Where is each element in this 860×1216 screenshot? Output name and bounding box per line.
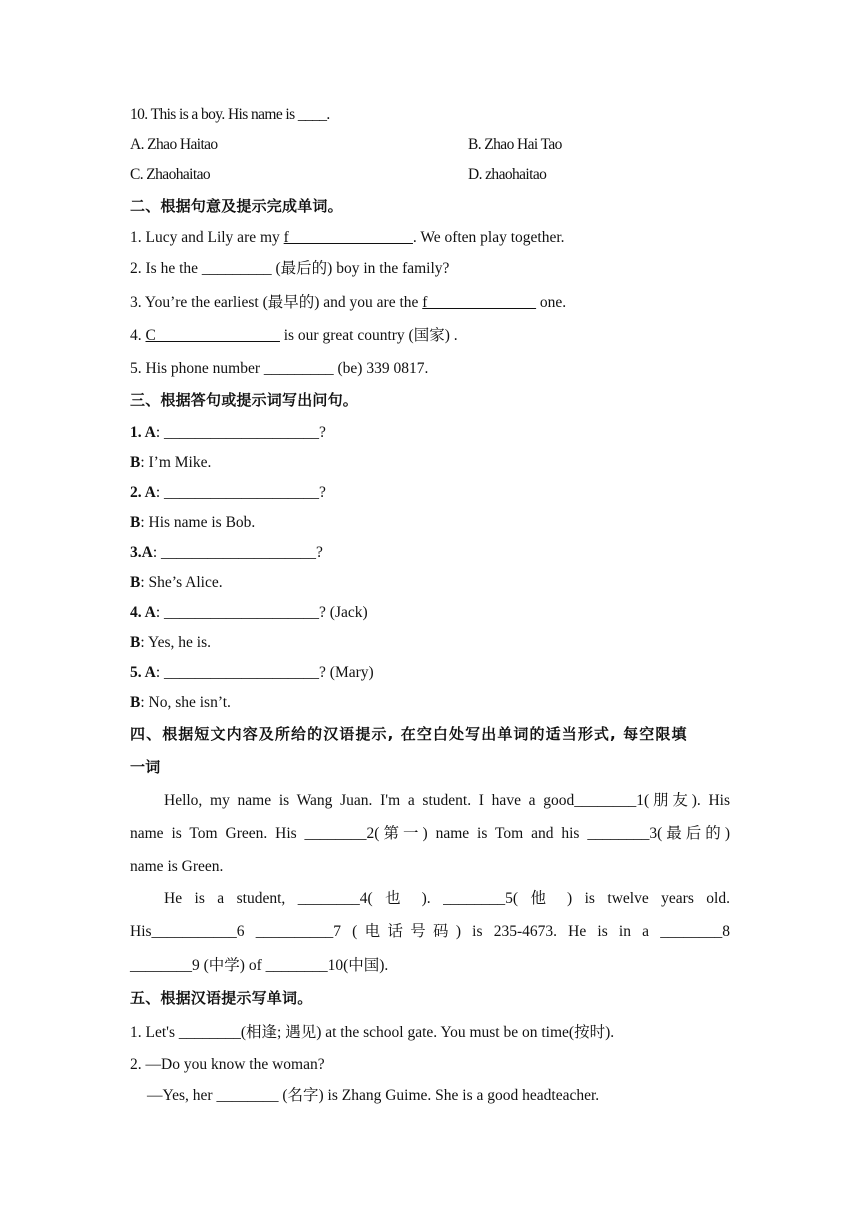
option-b: B. Zhao Hai Tao xyxy=(468,136,562,153)
section-2-item-5: 5. His phone number _________ (be) 339 0817. xyxy=(130,360,429,377)
section-2-item-4: 4. C________________ is our great country (国家) . xyxy=(130,327,458,344)
section-3-heading: 三、根据答句或提示词写出问句。 xyxy=(130,391,359,409)
answer-blank[interactable]: f________________ xyxy=(283,229,413,246)
section-5-item-1: 1. Let's ________(相逢; 遇见) at the school gate. You must be on time(按时). xyxy=(130,1024,615,1041)
option-d: D. zhaohaitao xyxy=(468,166,547,183)
dialog-line: 4. A: ____________________? (Jack) xyxy=(130,604,368,621)
passage-line: name is Green. xyxy=(130,858,224,875)
dialog-line: 1. A: ____________________? xyxy=(130,424,326,441)
dialog-line: B: I’m Mike. xyxy=(130,454,212,471)
dialog-line: B: She’s Alice. xyxy=(130,574,223,591)
passage-line: His___________6 __________7 (电话号码) is 235-4673. He is in a ________8 xyxy=(130,923,730,940)
dialog-line: B: His name is Bob. xyxy=(130,514,256,531)
section-2-item-1: 1. Lucy and Lily are my f________________. We often play together. xyxy=(130,229,565,246)
section-4-heading-cont: 一词 xyxy=(130,758,161,776)
section-5-item-2: 2. —Do you know the woman? xyxy=(130,1056,325,1073)
answer-blank[interactable]: C________________ xyxy=(145,327,280,344)
question-10-stem: 10. This is a boy. His name is ____. xyxy=(130,106,330,123)
answer-blank[interactable]: f______________ xyxy=(422,294,536,311)
passage-line: Hello, my name is Wang Juan. I'm a student. I have a good________1(朋友). His xyxy=(164,792,730,809)
section-2-heading: 二、根据句意及提示完成单词。 xyxy=(130,197,343,215)
dialog-line: B: Yes, he is. xyxy=(130,634,211,651)
dialog-line: B: No, she isn’t. xyxy=(130,694,231,711)
option-c: C. Zhaohaitao xyxy=(130,166,211,183)
section-5-item-2-answer: —Yes, her ________ (名字) is Zhang Guime. She is a good headteacher. xyxy=(147,1087,600,1104)
passage-line: ________9 (中学) of ________10(中国). xyxy=(130,957,389,974)
section-4-heading: 四、根据短文内容及所给的汉语提示, 在空白处写出单词的适当形式, 每空限填 xyxy=(130,725,688,743)
passage-line: name is Tom Green. His ________2(第一) name is Tom and his ________3(最后的) xyxy=(130,825,730,842)
dialog-line: 3.A: ____________________? xyxy=(130,544,323,561)
dialog-line: 2. A: ____________________? xyxy=(130,484,326,501)
section-2-item-3: 3. You’re the earliest (最早的) and you are the f______________ one. xyxy=(130,294,567,311)
option-a: A. Zhao Haitao xyxy=(130,136,218,153)
passage-line: He is a student, ________4( 也 ). ________5( 他 ) is twelve years old. xyxy=(164,890,730,907)
section-5-heading: 五、根据汉语提示写单词。 xyxy=(130,989,313,1007)
section-2-item-2: 2. Is he the _________ (最后的) boy in the family? xyxy=(130,260,450,277)
dialog-line: 5. A: ____________________? (Mary) xyxy=(130,664,374,681)
